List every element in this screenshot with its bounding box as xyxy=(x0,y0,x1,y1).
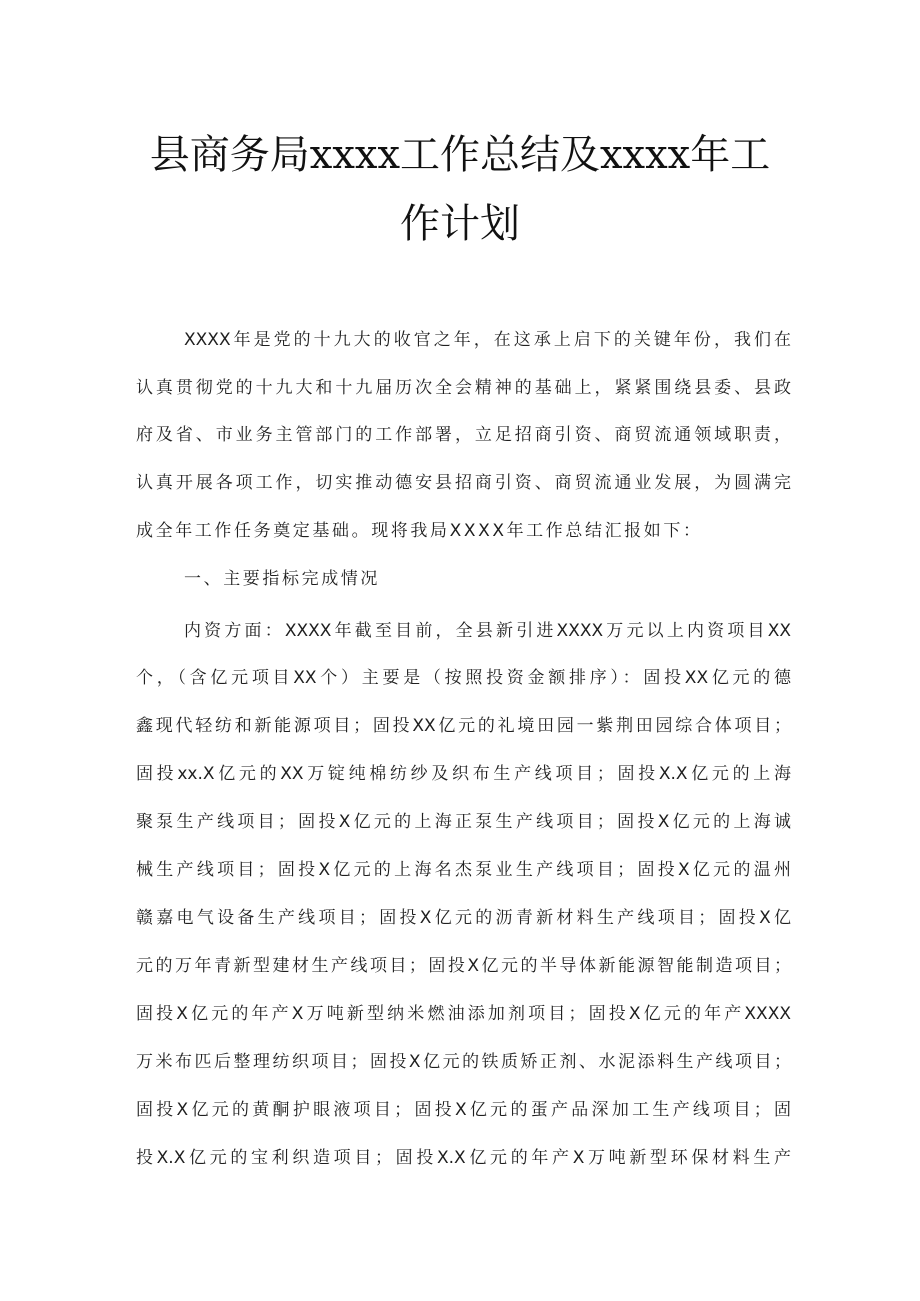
paragraph-line: 投X.X亿元的宝利织造项目；固投X.X亿元的年产X万吨新型环保材料生产 xyxy=(136,1148,791,1168)
paragraph-line: 固投xx.X亿元的XX万锭纯棉纺纱及织布生产线项目；固投X.X亿元的上海 xyxy=(136,764,791,784)
paragraph-line: 固投X亿元的黄酮护眼液项目；固投X亿元的蛋产品深加工生产线项目；固 xyxy=(136,1100,791,1120)
paragraph-line: 内资方面：XXXX年截至目前，全县新引进XXXX万元以上内资项目XX xyxy=(184,621,791,641)
paragraph-line: 个，（含亿元项目XX个）主要是（按照投资金额排序）：固投XX亿元的德 xyxy=(136,668,791,688)
paragraph-line: 认真贯彻党的十九大和十九届历次全会精神的基础上，紧紧围绕县委、县政 xyxy=(136,378,791,398)
paragraph-line: 鑫现代轻纺和新能源项目；固投XX亿元的礼境田园一紫荆田园综合体项目； xyxy=(136,716,791,736)
paragraph-line: 成全年工作任务奠定基础。现将我局XXXX年工作总结汇报如下： xyxy=(136,521,703,541)
paragraph-line: 认真开展各项工作，切实推动德安县招商引资、商贸流通业发展，为圆满完 xyxy=(136,473,791,493)
document-title-line-2: 作计划 xyxy=(400,201,520,247)
section-heading: 一、主要指标完成情况 xyxy=(184,569,380,589)
paragraph-line: 聚泵生产线项目；固投X亿元的上海正泵生产线项目；固投X亿元的上海诚 xyxy=(136,812,791,832)
paragraph-line: 赣嘉电气设备生产线项目；固投X亿元的沥青新材料生产线项目；固投X亿 xyxy=(136,908,791,928)
paragraph-line: 万米布匹后整理纺织项目；固投X亿元的铁质矫正剂、水泥添料生产线项目； xyxy=(136,1052,791,1072)
paragraph-line: 府及省、市业务主管部门的工作部署，立足招商引资、商贸流通领域职责， xyxy=(136,425,791,445)
paragraph-line: 械生产线项目；固投X亿元的上海名杰泵业生产线项目；固投X亿元的温州 xyxy=(136,860,791,880)
paragraph-line: 固投X亿元的年产X万吨新型纳米燃油添加剂项目；固投X亿元的年产XXXX xyxy=(136,1004,791,1024)
document-title-line-1: 县商务局xxxx工作总结及xxxx年工 xyxy=(149,132,771,178)
paragraph-line: XXXX年是党的十九大的收官之年，在这承上启下的关键年份，我们在 xyxy=(184,330,791,350)
paragraph-line: 元的万年青新型建材生产线项目；固投X亿元的半导体新能源智能制造项目； xyxy=(136,956,791,976)
